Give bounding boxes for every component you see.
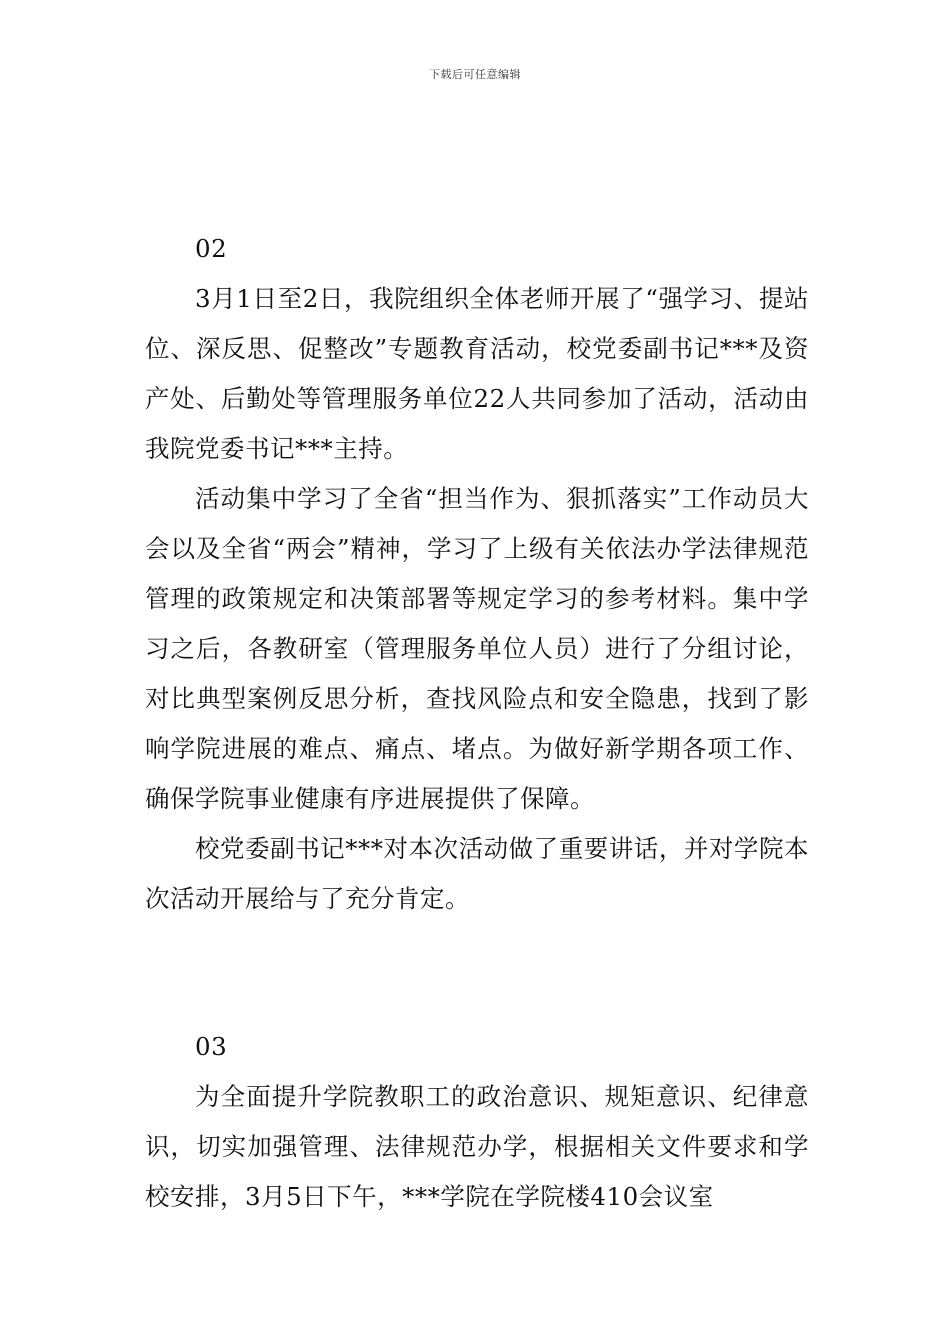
paragraph: 活动集中学习了全省“担当作为、狠抓落实”工作动员大会以及全省“两会”精神，学习了上级有关依法办学法律规范管理的政策规定和决策部署等规定学习的参考材料。集中学习之后，各教研室（管理服务单位人员）进行了分组讨论，对比典型案例反思分析，查找风险点和安全隐患，找到了影响学院进展的难点、痛点、堵点。为做好新学期各项工作、确保学院事业健康有序进展提供了保障。 [145,484,809,813]
paragraph: 校党委副书记***对本次活动做了重要讲话，并对学院本次活动开展给与了充分肯定。 [145,834,809,913]
paragraph: 为全面提升学院教职工的政治意识、规矩意识、纪律意识，切实加强管理、法律规范办学，根据相关文件要求和学校安排，3月5日下午，***学院在学院楼410会议室 [145,1082,809,1211]
section-number: 03 [195,1032,228,1061]
section-02 [145,224,809,924]
section-03 [145,1022,809,1222]
section-number: 02 [195,234,228,263]
header-note: 下载后可任意编辑 [429,68,521,81]
paragraph: 3月1日至2日，我院组织全体老师开展了“强学习、提站位、深反思、促整改”专题教育活动，校党委副书记***及资产处、后勤处等管理服务单位22人共同参加了活动，活动由我院党委书记***主持。 [145,284,809,463]
